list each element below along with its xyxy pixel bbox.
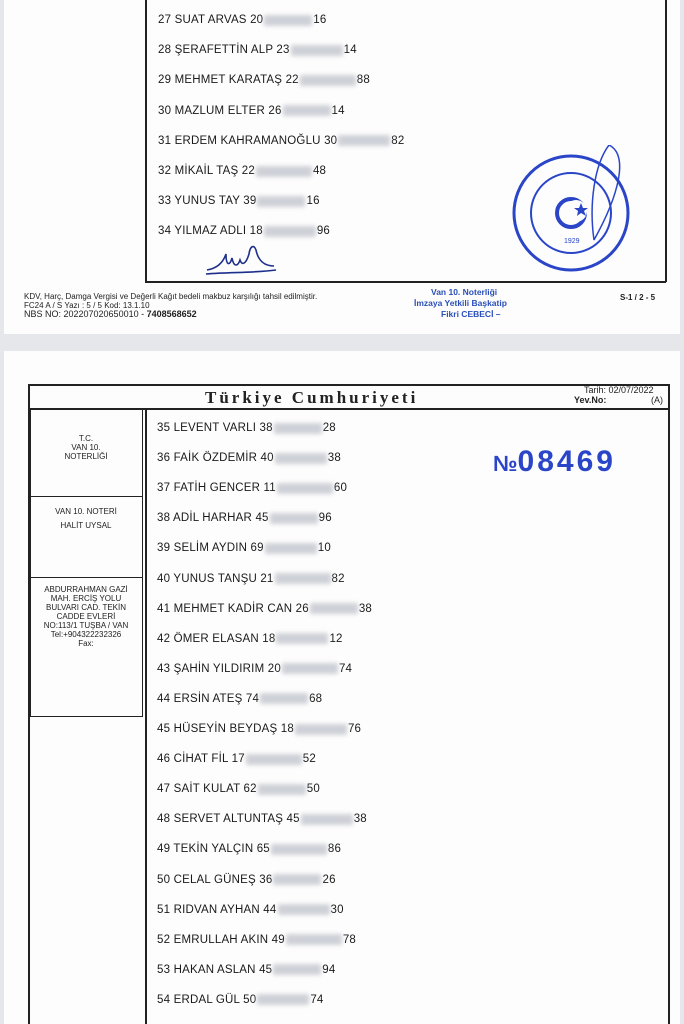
yev-label: Yev.No: [574,395,607,405]
entry-text-after: 74 [310,993,324,1006]
redacted-digits [338,135,390,146]
entry-row [157,813,367,825]
entry-text-after: 68 [309,692,323,705]
entry-row [157,723,361,735]
entry-row [157,843,341,855]
sidebar-notary [32,505,140,533]
entry-row [157,603,372,615]
redacted-digits [256,166,312,177]
entry-text-before: 33 YUNUS TAY 39 [158,195,257,208]
sidebar-address-line: Fax: [78,639,94,648]
entry-text-before: 52 EMRULLAH AKIN 49 [157,933,285,946]
left-margin-line [145,0,147,282]
entry-text-after: 30 [330,903,344,916]
sidebar-address-line: MAH. ERCİŞ YOLU [50,594,122,603]
entry-text-after: 38 [353,813,367,826]
document-heading: Türkiye Cumhuriyeti [205,388,419,407]
sidebar-office-line: VAN 10. [71,443,101,452]
sidebar-sep-1 [30,496,143,497]
redacted-digits [264,226,316,237]
entry-text-before: 39 SELİM AYDIN 69 [157,542,264,555]
entry-row [157,874,336,886]
entry-text-after: 76 [347,723,362,735]
redacted-digits [257,994,309,1005]
entry-row [157,633,343,645]
entry-text-before: 41 MEHMET KADİR CAN 26 [157,602,309,615]
sidebar-office [32,434,140,461]
entry-text-before: 40 YUNUS TANŞU 21 [157,572,274,585]
outer-right-line [668,384,670,1024]
entry-row [157,512,332,524]
entry-text-after: 16 [313,14,327,26]
sidebar-sep-3 [30,716,143,717]
entry-text-after: 16 [306,195,320,208]
entry-text-after: 82 [391,134,405,147]
redacted-digits [264,15,312,26]
entry-text-after: 14 [331,104,345,117]
sidebar-notary-line: VAN 10. NOTERİ [55,507,117,516]
redacted-digits [275,573,331,584]
sidebar-address-line: ABDURRAHMAN GAZİ [44,585,128,594]
entry-row [157,452,341,464]
entry-text-before: 48 SERVET ALTUNTAŞ 45 [157,813,300,826]
sidebar-address-line: CADDE EVLERİ [56,612,116,621]
entry-text-after: 52 [302,753,316,766]
sidebar-office-line: T.C. [78,434,94,443]
entry-row [157,934,356,946]
entry-text-before: 36 FAİK ÖZDEMİR 40 [157,452,274,465]
page-number: S-1 / 2 - 5 [620,293,656,302]
document-page-1 [4,0,680,334]
entry-text-before: 50 CELAL GÜNEŞ 36 [157,873,273,886]
date-label: Tarih: 02/07/2022 [584,385,654,395]
sidebar-box-right [142,409,143,717]
entry-text-after: 12 [329,632,343,645]
redacted-digits [274,423,322,434]
stamp-name: Fikri CEBECİ – [441,309,501,319]
entry-text-before: 53 HAKAN ASLAN 45 [157,963,273,976]
entry-row [157,994,324,1006]
entry-text-before: 47 SAİT KULAT 62 [157,783,257,796]
footer-nbs: NBS NO: 202207020650010 - 7408568652 [24,309,197,319]
entry-row [157,542,331,554]
sidebar-box-left [30,409,31,717]
entry-row [157,573,345,585]
entry-row [157,422,336,434]
entry-text-before: 35 LEVENT VARLI 38 [157,422,273,434]
entry-text-after: 38 [358,602,373,615]
entry-text-after: 28 [322,422,336,434]
entry-text-before: 30 MAZLUM ELTER 26 [158,104,282,117]
svg-text:1929: 1929 [564,238,580,245]
entry-text-after: 96 [318,512,332,525]
sidebar-notary-line: HALİT UYSAL [60,521,112,530]
sidebar-address [32,585,140,648]
entry-row [157,663,352,675]
entry-text-after: 86 [327,843,342,856]
sidebar-address-line: BULVARI CAD. TEKİN [45,603,127,612]
entry-text-after: 74 [338,662,353,675]
entry-text-before: 38 ADİL HARHAR 45 [157,512,269,525]
redacted-digits [310,603,358,614]
yev-value: (A) [651,395,663,405]
entry-text-before: 46 CİHAT FİL 17 [157,753,245,766]
header-bottom-rule [28,408,669,410]
signature-icon [204,240,279,278]
entry-text-after: 78 [342,933,357,946]
sidebar-divider [145,409,147,1024]
redacted-digits [301,814,353,825]
sidebar-address-line: Tel:+904322232326 [50,630,122,639]
entry-text-before: 49 TEKİN YALÇIN 65 [157,843,270,856]
entry-row [157,693,322,705]
entry-row [157,904,344,916]
footer-form-code: FC24 A / S Yazı : 5 / 5 Kod: 13.1.10 [24,301,150,310]
entry-row [157,753,316,765]
sidebar-office-line: NOTERLİĞİ [64,452,108,461]
serial-number-stamp: №08469 [493,445,616,478]
entry-text-before: 51 RIDVAN AYHAN 44 [157,903,277,916]
bottom-rule [145,281,666,283]
redacted-digits [278,904,330,915]
redacted-digits [258,784,306,795]
entry-row [157,482,347,494]
entry-text-after: 96 [316,225,331,238]
entry-row [158,105,345,117]
entry-row [158,165,326,177]
entry-text-before: 28 ŞERAFETTİN ALP 23 [158,44,290,57]
redacted-digits [271,844,327,855]
entry-row [158,44,357,56]
redacted-digits [286,934,342,945]
redacted-digits [275,453,327,464]
entry-text-before: 54 ERDAL GÜL 50 [157,993,257,1006]
entry-text-before: 43 ŞAHİN YILDIRIM 20 [157,662,281,675]
entry-text-after: 60 [333,482,348,495]
entry-text-before: 32 MİKAİL TAŞ 22 [158,165,255,177]
entry-row [158,195,320,207]
entry-text-before: 27 SUAT ARVAS 20 [158,14,264,26]
redacted-digits [273,874,321,885]
sidebar-sep-2 [30,577,143,578]
entry-row [158,135,404,147]
entry-text-before: 37 FATİH GENCER 11 [157,482,276,495]
redacted-digits [265,543,317,554]
entry-row [158,74,370,86]
redacted-digits [257,196,305,207]
redacted-digits [270,513,318,524]
entry-text-after: 14 [343,44,357,57]
footer-tax-note: KDV, Harç, Damga Vergisi ve Değerli Kağıt bedeli makbuz karşılığı tahsil edilmiştir. [24,292,318,301]
entry-text-after: 26 [322,873,336,886]
redacted-digits [276,633,328,644]
entry-text-after: 48 [312,165,327,177]
entry-text-after: 38 [327,452,341,465]
entry-row [158,225,330,237]
entry-text-before: 45 HÜSEYİN BEYDAŞ 18 [157,723,294,735]
entry-text-before: 29 MEHMET KARATAŞ 22 [158,74,299,87]
header-top-rule [28,384,669,386]
entry-text-after: 50 [306,783,320,796]
entry-text-after: 94 [322,963,336,976]
entry-text-after: 88 [356,74,370,87]
entry-text-before: 42 ÖMER ELASAN 18 [157,632,276,645]
redacted-digits [295,724,347,735]
stamp-office: Van 10. Noterliği [431,287,498,297]
redacted-digits [260,693,308,704]
entry-text-after: 10 [317,542,331,555]
redacted-digits [273,964,321,975]
right-margin-line [665,0,667,282]
entry-text-after: 82 [331,572,345,585]
entry-text-before: 34 YILMAZ ADLI 18 [158,225,263,238]
entry-row [157,783,320,795]
redacted-digits [300,75,356,86]
redacted-digits [291,45,343,56]
sidebar-address-line: NO:113/1 TUŞBA / VAN [43,621,129,630]
redacted-digits [277,483,333,494]
redacted-digits [246,754,302,765]
entry-row [157,964,335,976]
entry-text-before: 31 ERDEM KAHRAMANOĞLU 30 [158,134,338,147]
entry-text-before: 44 ERSİN ATEŞ 74 [157,692,260,705]
notary-seal-icon [509,145,644,275]
stamp-role: İmzaya Yetkili Başkatip [414,298,507,308]
redacted-digits [282,663,338,674]
entry-row [158,14,326,26]
redacted-digits [283,105,331,116]
